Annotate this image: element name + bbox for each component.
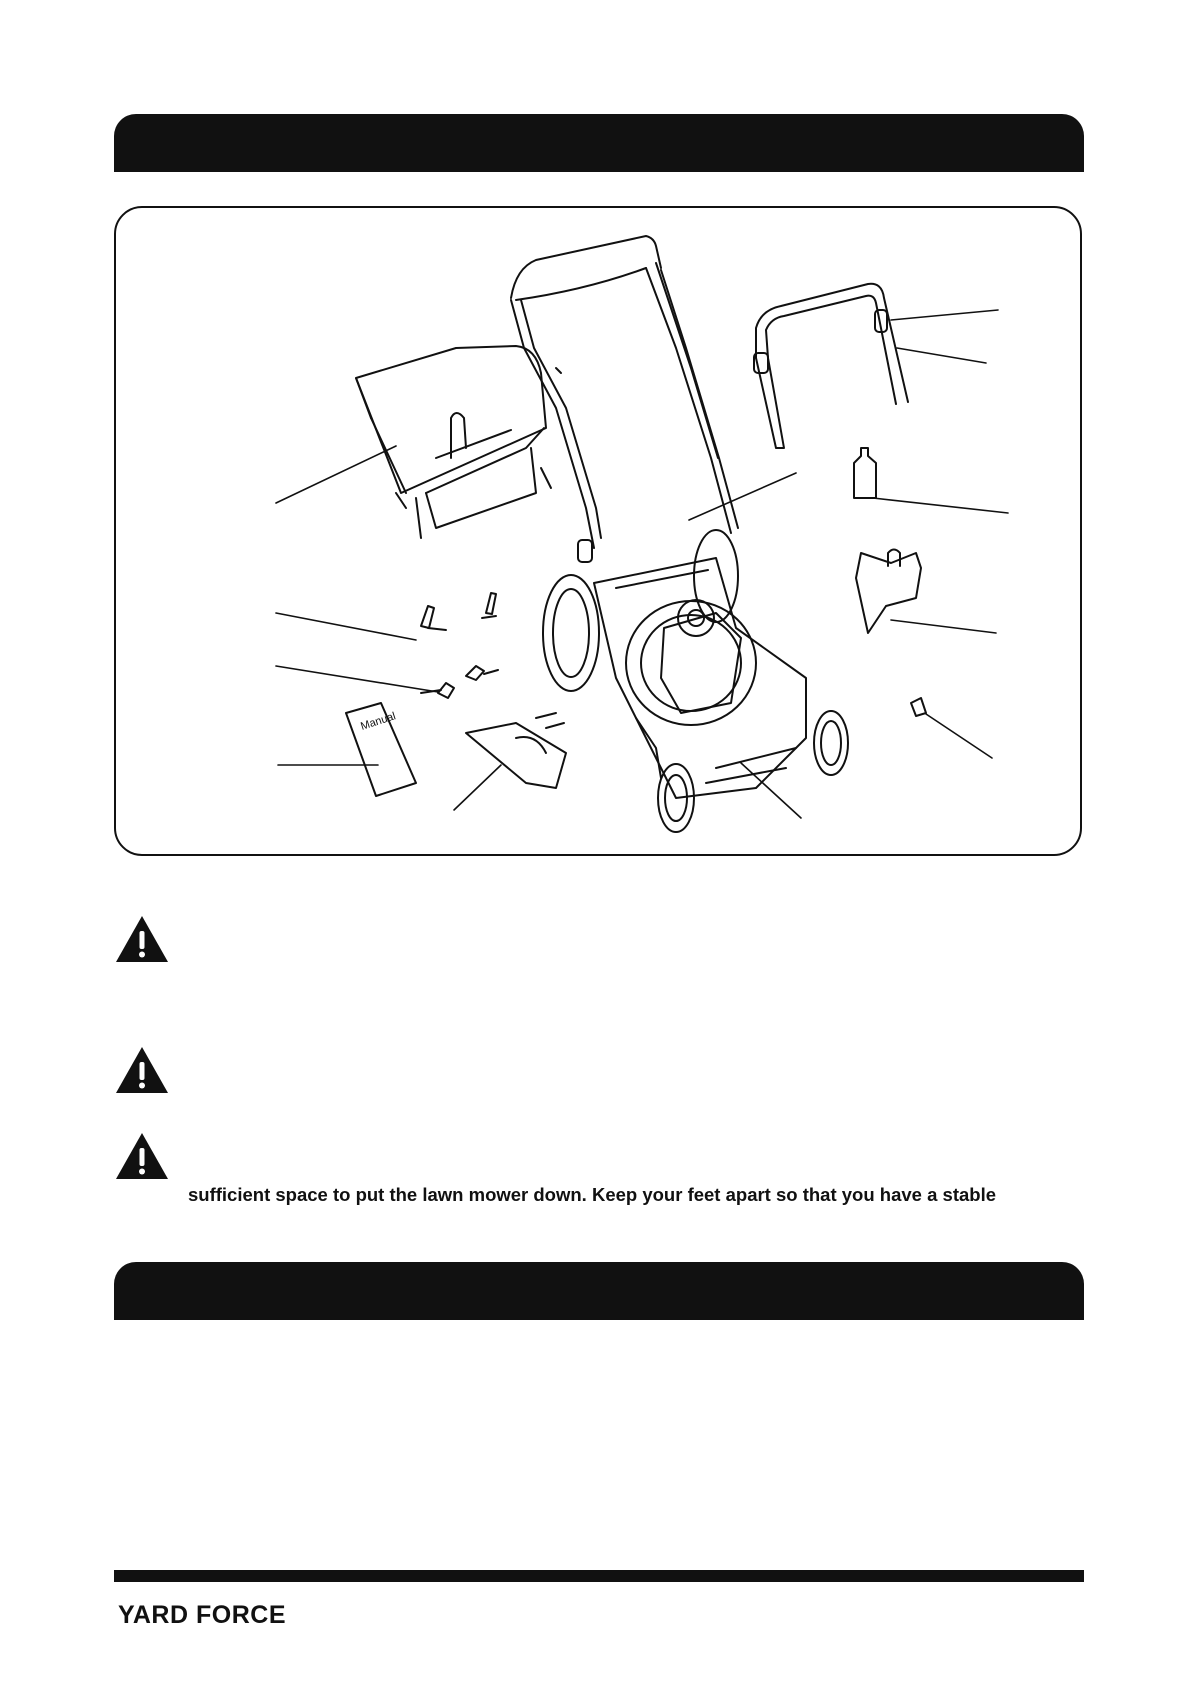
parts-diagram-drawing — [116, 208, 1082, 856]
section-header-bar-bottom — [114, 1262, 1084, 1320]
brand-logo: YARD FORCE — [118, 1601, 286, 1629]
handle-knobs-illustration — [421, 593, 498, 698]
mower-body-illustration — [543, 530, 848, 832]
grass-bag-illustration — [356, 346, 551, 538]
mulch-plug-illustration — [856, 550, 921, 634]
section-header-bar-top — [114, 114, 1084, 172]
parts-diagram — [114, 206, 1082, 856]
warning-text: sufficient space to put the lawn mower down. Keep your feet apart so that you have a stable — [188, 1184, 996, 1205]
footer-rule — [114, 1570, 1084, 1582]
clip-illustration — [911, 698, 926, 716]
manual-booklet-illustration — [346, 703, 416, 796]
manual-label: Manual — [359, 710, 398, 733]
warning-triangle-icon — [114, 1045, 170, 1095]
rear-flap-illustration — [466, 713, 566, 788]
oil-bottle-illustration — [854, 448, 876, 498]
upper-handle-illustration — [754, 284, 908, 448]
leader-lines — [276, 310, 1008, 818]
warning-triangle-icon — [114, 914, 170, 964]
warning-triangle-icon — [114, 1131, 170, 1181]
